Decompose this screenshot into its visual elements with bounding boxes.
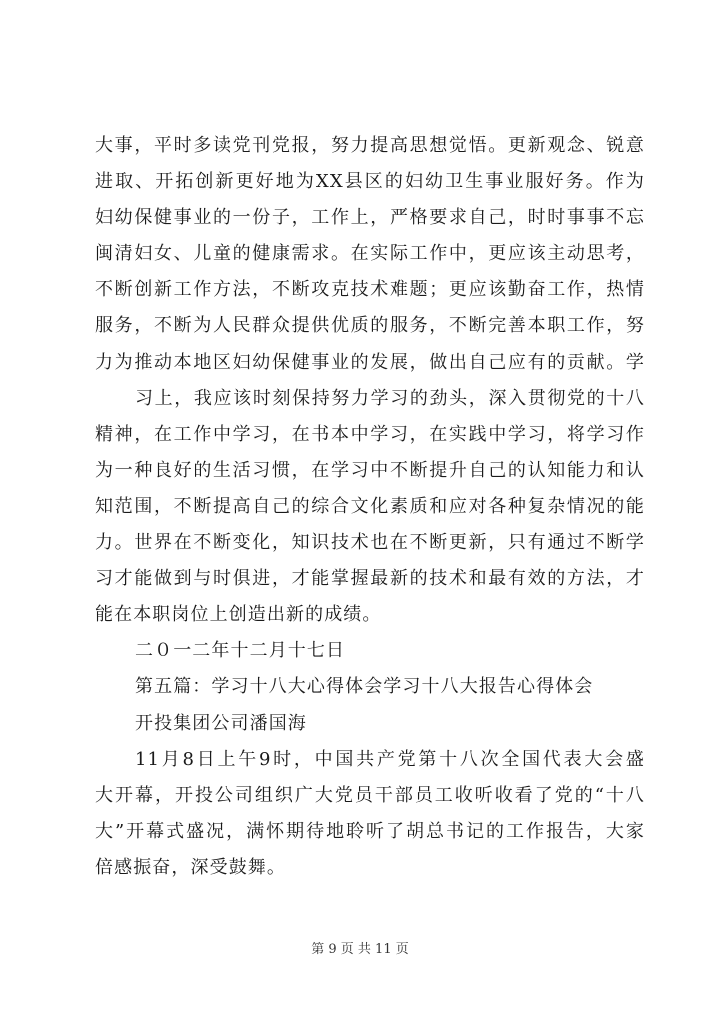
text-line: 知范围，不断提高自己的综合文化素质和应对各种复杂情况的能 — [95, 495, 645, 517]
text-line: 能在本职岗位上创造出新的成绩。 — [95, 604, 382, 626]
text-line: 为一种良好的生活习惯，在学习中不断提升自己的认知能力和认 — [95, 459, 645, 481]
text-line: 闽清妇女、儿童的健康需求。在实际工作中，更应该主动思考， — [95, 243, 645, 265]
text-line: 力为推动本地区妇幼保健事业的发展，做出自己应有的贡献。学 — [95, 351, 645, 373]
text-line: 大”开幕式盛况，满怀期待地聆听了胡总书记的工作报告，大家 — [95, 820, 645, 842]
text-line: 大事，平时多读党刊党报，努力提高思想觉悟。更新观念、锐意 — [95, 135, 645, 156]
page-footer: 第 9 页 共 11 页 — [311, 942, 409, 957]
text-line: 11月8日上午9时，中国共产党第十八次全国代表大会盛 — [135, 748, 645, 770]
author-line: 开投集团公司潘国海 — [135, 712, 307, 734]
text-line: 不断创新工作方法，不断攻克技术难题；更应该勤奋工作，热情 — [95, 279, 645, 301]
text-line: 妇幼保健事业的一份子，工作上，严格要求自己，时时事事不忘 — [95, 207, 645, 229]
text-line: 进取、开拓创新更好地为XX县区的妇幼卫生事业服好务。作为 — [95, 171, 645, 193]
text-line: 精神，在工作中学习，在书本中学习，在实践中学习，将学习作 — [95, 423, 645, 445]
date-line: 二０一二年十二月十七日 — [135, 640, 346, 662]
text-line: 力。世界在不断变化，知识技术也在不断更新，只有通过不断学 — [95, 532, 645, 554]
text-line: 习上，我应该时刻保持努力学习的劲头，深入贯彻党的十八 — [135, 387, 645, 409]
text-line: 倍感振奋，深受鼓舞。 — [95, 856, 286, 878]
text-line: 习才能做到与时俱进，才能掌握最新的技术和最有效的方法，才 — [95, 568, 645, 590]
body-text — [95, 128, 645, 886]
text-line: 大开幕，开投公司组织广大党员干部员工收听收看了党的“十八 — [95, 784, 645, 806]
section-heading: 第五篇：学习十八大心得体会学习十八大报告心得体会 — [135, 676, 594, 698]
text-line: 服务，不断为人民群众提供优质的服务，不断完善本职工作，努 — [95, 315, 645, 337]
